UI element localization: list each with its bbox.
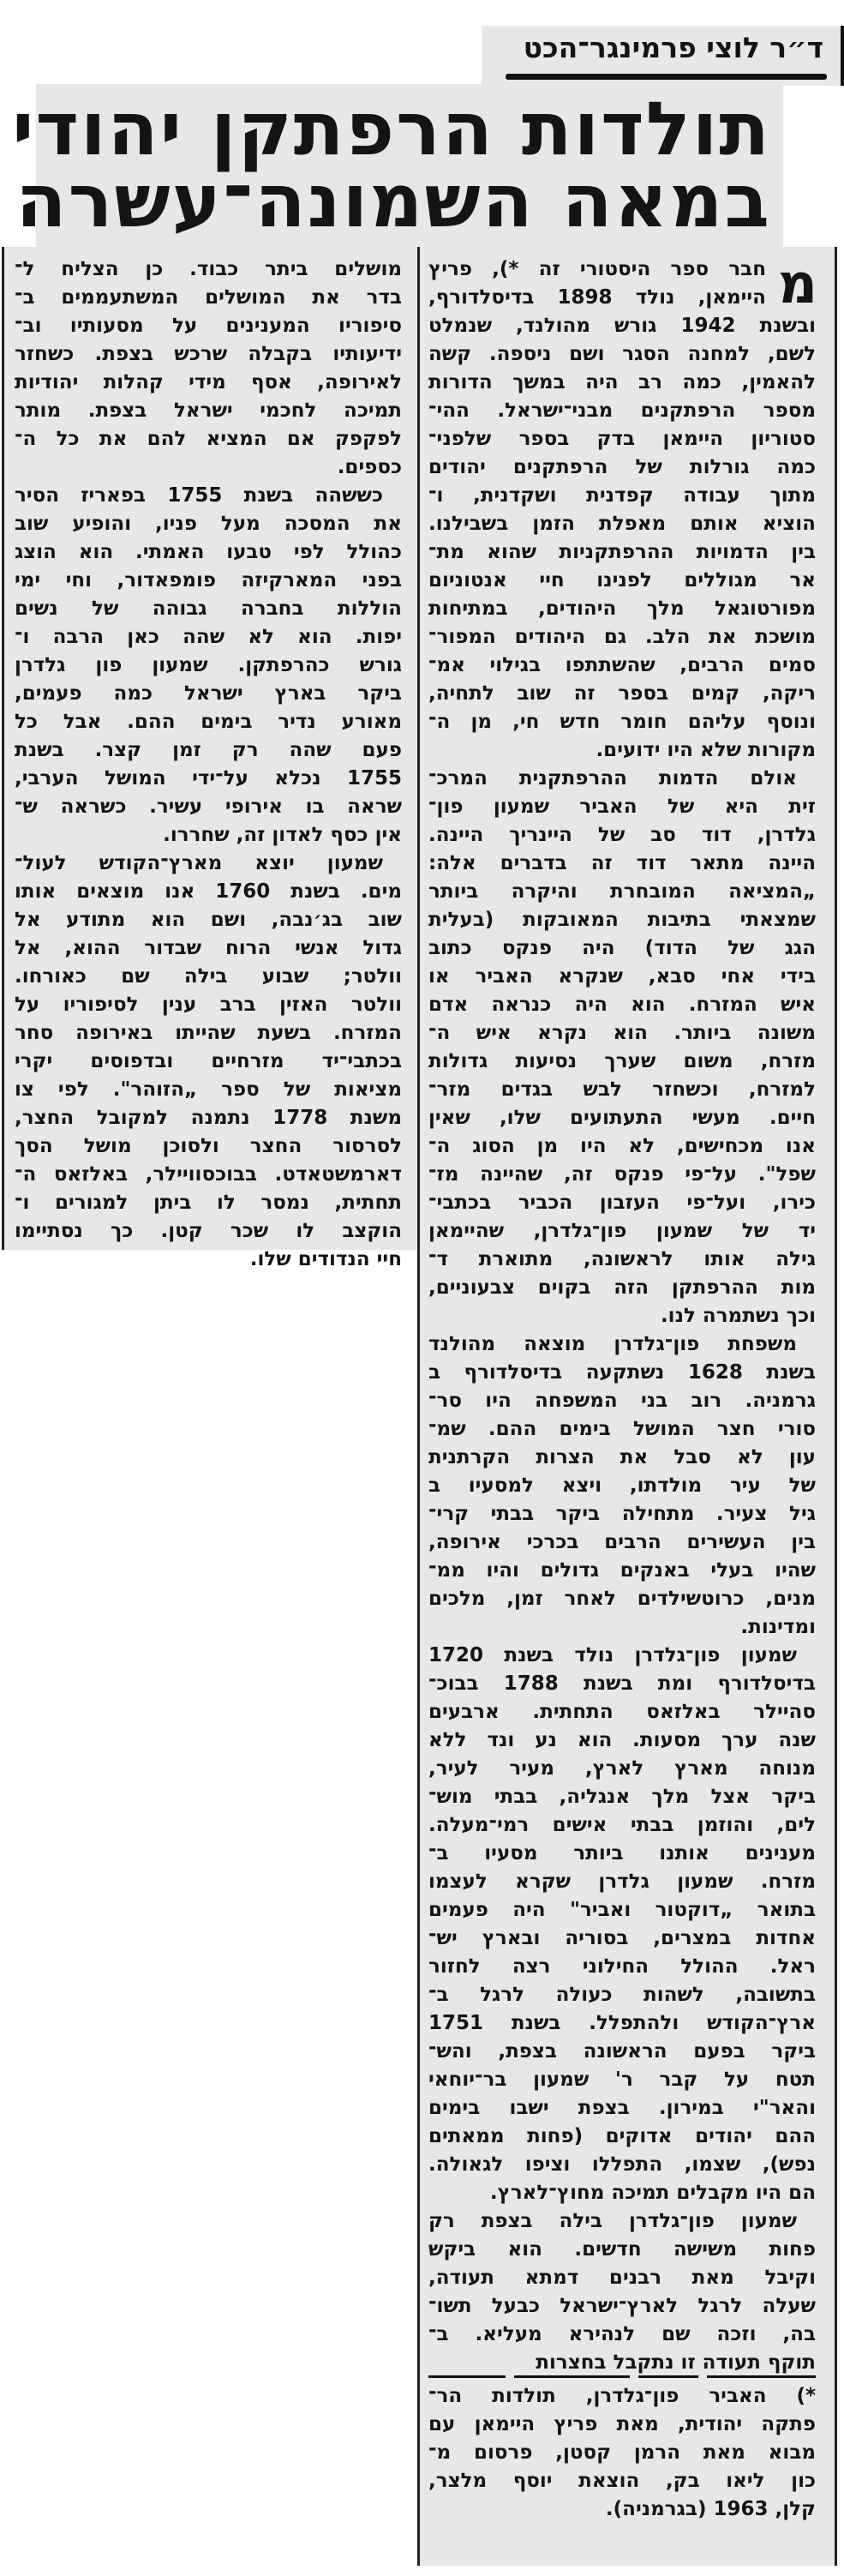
divider-segment: [638, 2375, 698, 2378]
text-line: [428, 765, 816, 793]
text-line-content: לאירופה, אסף מידי קהלות יהודיות: [15, 371, 402, 393]
text-line: [428, 1755, 816, 1783]
divider-segment: [428, 2375, 506, 2378]
text-line-content: ומדינות.: [740, 1616, 816, 1638]
text-line-content: חבר ספר היסטורי זה *), פריץ: [428, 258, 766, 280]
text-line-content: סיפוריו המענינים על מסעותיו וב־: [15, 315, 402, 337]
text-line: [428, 2009, 816, 2038]
paragraph: [428, 1642, 816, 2207]
text-line: [428, 2349, 816, 2377]
text-line: [428, 1387, 816, 1415]
text-line-content: כמה גורלות של הרפתקנים יהודים: [428, 456, 816, 478]
text-line-content: היימאן, נולד 1898 בדיסלדורף,: [428, 286, 766, 309]
text-line-content: ונוסף עליהם חומר חדש חי, מן ה־: [428, 711, 816, 733]
text-line: [15, 1217, 402, 1246]
text-line: [428, 1500, 816, 1528]
text-line-content: כירו, ועל־פי העזבון הכביר בכתבי־: [428, 1192, 816, 1214]
text-line-content: תמיכה לחכמי ישראל בצפת. מותר: [15, 399, 402, 422]
text-line-content: אר מגוללים לפנינו חיי אנטוניום: [428, 569, 816, 591]
text-line-content: ההם יהודים אדוקים (פחות ממאתים: [428, 2125, 816, 2147]
drop-cap: מ: [777, 253, 817, 316]
text-line: [15, 736, 402, 765]
text-line-content: מאורע נדיר בימים ההם. אבל כל: [15, 711, 402, 733]
footnote: [428, 2382, 816, 2524]
text-line: [15, 963, 402, 991]
text-line-content: אולם הדמות ההרפתקנית המרכ־: [428, 767, 797, 790]
text-line: [428, 1896, 816, 1924]
text-line: [15, 453, 402, 482]
text-line: [428, 1528, 816, 1557]
text-line: [428, 369, 816, 397]
text-line-content: פחות משישה חדשים. הוא ביקש: [428, 2238, 816, 2261]
text-line-content: תוקף תעודה זו נתקבל בחצרות: [536, 2351, 816, 2374]
text-line: [15, 765, 402, 793]
divider-segment: [514, 2375, 630, 2378]
text-line-content: תחתית, נמסר לו ביתן למגורים ו־: [15, 1192, 402, 1214]
text-line: [428, 1048, 816, 1076]
text-line-content: שמצאתי בתיבות המאובקות (בעלית: [428, 909, 816, 931]
text-line-content: משפחת פון־גלדרן מוצאה מהולנד: [428, 1333, 797, 1355]
text-line-content: גרמניה. רוב בני המשפחה היו סר־: [428, 1390, 816, 1412]
text-line: [428, 1019, 816, 1048]
text-line: [15, 906, 402, 934]
text-line-content: היינה מתאר דוד זה בדברים אלה:: [428, 852, 816, 874]
text-line-content: ביקר אצל מלך אנגליה, בבתי מוש־: [428, 1786, 816, 1808]
author-underline: [506, 74, 827, 80]
text-line-content: לסרסור החצר ולסוכן מושל הסך: [15, 1135, 402, 1157]
text-line-content: של עיר מולדתו, ויצא למסעיו ב: [428, 1474, 816, 1497]
text-line: [428, 821, 816, 850]
text-line: [428, 1670, 816, 1698]
text-line: [15, 821, 402, 850]
text-line: [15, 425, 402, 453]
text-line-content: את המסכה מעל פניו, והופיע שוב: [15, 513, 402, 535]
text-line-content: כספים.: [337, 456, 402, 478]
text-line: [428, 255, 816, 284]
text-line-content: זית היא של האביר שמעון פון־: [428, 796, 816, 818]
text-line: [15, 482, 402, 510]
text-line: [428, 425, 816, 453]
text-line-content: מתוך עבודה קפדנית ושקדנית, ו־: [428, 484, 816, 507]
text-line-content: מים. בשנת 1760 אנו מוצאים אותו: [15, 880, 402, 903]
text-line-content: בתואר „דוקטור ואביר" היה פעמים: [428, 1899, 816, 1921]
text-line-content: הוללות בחברה גבוהה של נשים: [15, 597, 402, 620]
text-line: [428, 1076, 816, 1104]
paragraph: [428, 255, 816, 765]
text-line-content: יפות. הוא לא שהה כאן הרבה ו־: [15, 626, 402, 648]
text-line: [15, 595, 402, 623]
article-column-right: [417, 247, 837, 2566]
text-line-content: אנו מכחישים, לא היו מן הסוג ה־: [428, 1135, 816, 1157]
text-line-content: עון לא סבל את הצרות הקרתנית: [428, 1446, 816, 1468]
text-line-content: הם היו מקבלים תמיכה מחוץ־לארץ.: [489, 2182, 816, 2204]
text-line-content: בכתבי־יד מזרחיים ובדפוסים יקרי: [15, 1050, 402, 1072]
text-line: [15, 1161, 402, 1189]
text-line: [428, 1585, 816, 1613]
text-line: [428, 453, 816, 482]
text-line: [428, 2066, 816, 2094]
text-line: [15, 850, 402, 878]
text-line-content: וקיבל מאת רבנים דמתא תעודה,: [428, 2267, 816, 2289]
text-line-content: בשנת 1628 נשתקעה בדיסלדורף ב: [428, 1361, 816, 1384]
text-line: [428, 934, 816, 963]
text-line-content: יד של שמעון פון־גלדרן, שהיימאן: [428, 1220, 816, 1242]
text-line: [15, 1132, 402, 1161]
text-line-content: מנים, כרוטשילדים לאחר זמן, מלכים: [428, 1588, 816, 1610]
text-line-content: מושלים ביתר כבוד. כן הצליח ל־: [15, 258, 402, 280]
text-line: [428, 1726, 816, 1755]
text-line-content: המזרח. בשעת שהייתו באירופה סחר: [15, 1022, 402, 1044]
text-line: [428, 1868, 816, 1896]
text-line-content: הוציא אותם מאפלת הזמן בשבילנו.: [428, 513, 816, 535]
column-text: [428, 255, 816, 2524]
footnote-line: [428, 2495, 816, 2524]
text-line-content: מושכת את הלב. גם היהודים המפור־: [428, 626, 816, 648]
text-line: [428, 1132, 816, 1161]
text-line: [428, 312, 816, 340]
text-line-content: בין הדמויות ההרפתקניות שהוא מת־: [428, 541, 816, 563]
text-line-content: פעם שהה רק זמן קצר. בשנת: [15, 739, 402, 761]
text-line: [428, 906, 816, 934]
text-line-content: ביקר בארץ ישראל כמה פעמים,: [15, 682, 402, 705]
footnote-line: [428, 2382, 816, 2411]
text-line-content: דארמשטאדט. בבוכסוויילר, באלזאס ה־: [15, 1163, 402, 1186]
text-line-content: ידיעותיו בקבלה שרכש בצפת. כשחזר: [15, 343, 402, 365]
text-line-content: אחדות במצרים, בסוריה ובארץ יש־: [428, 1927, 816, 1949]
text-line: [15, 340, 402, 369]
text-line: [428, 397, 816, 425]
text-line: [15, 1076, 402, 1104]
text-line: [428, 1217, 816, 1246]
text-line: [428, 2123, 816, 2151]
text-line: [428, 1642, 816, 1670]
text-line-content: מקורות שלא היו ידועים.: [596, 739, 816, 761]
text-line: [15, 708, 402, 736]
text-line-content: בין העשירים הרבים בכרכי אירופה,: [428, 1531, 816, 1553]
text-line: [15, 397, 402, 425]
text-line-content: שמעון פון־גלדרן נולד בשנת 1720: [428, 1644, 797, 1666]
text-line: [428, 1924, 816, 1953]
text-line: [15, 1019, 402, 1048]
text-line-content: חיים. מעשי התעתועים שלו, שאין: [428, 1107, 816, 1129]
text-line: [428, 1189, 816, 1217]
article-column-left: [2, 247, 417, 1270]
text-line-content: וכך נשתמרה לנו.: [660, 1305, 816, 1327]
text-line-content: מציאות של ספר „הזוהר". לפי צו: [15, 1078, 402, 1101]
text-line-content: גיל צעיר. מתחילה ביקר בבתי קרי־: [428, 1503, 816, 1525]
text-line: [428, 2321, 816, 2349]
text-line: [428, 2207, 816, 2236]
text-line-content: מנוחה מארץ לארץ, מעיר לעיר,: [428, 1757, 816, 1780]
text-line-content: בתשובה, לשהות כעולה לרגל ב־: [428, 1984, 816, 2006]
footnote-divider: [428, 2377, 816, 2382]
headline-line-2: במאה השמונה־עשרה: [15, 159, 771, 244]
footnote-line-content: קלן, 1963 (בגרמניה).: [605, 2498, 816, 2520]
text-line-content: גורש כהרפתקן. שמעון פון גלדרן: [15, 654, 402, 676]
text-line-content: תטח על קבר ר' שמעון בר־יוחאי: [428, 2069, 816, 2091]
text-line-content: כהולל לפי טבעו האמתי. הוא הוצג: [15, 541, 402, 563]
text-line-content: ארץ־הקודש ולהתפלל. בשנת 1751: [428, 2012, 816, 2034]
text-line: [428, 2038, 816, 2066]
text-line-content: שוב בג׳נבה, ושם הוא מתודע אל: [15, 909, 402, 931]
author-byline-box: [482, 26, 844, 86]
text-line: [15, 567, 402, 595]
text-line: [428, 1104, 816, 1132]
text-line-content: לשם, למחנה הסגר ושם ניספה. קשה: [428, 343, 816, 365]
text-line: [15, 793, 402, 821]
text-line: [428, 1444, 816, 1472]
text-line-content: כששהה בשנת 1755 בפאריז הסיר: [15, 484, 383, 507]
text-line: [428, 340, 816, 369]
paragraph: [428, 1330, 816, 1642]
text-line-content: הוקצב לו שכר קטן. כך נסתיימו: [15, 1220, 402, 1242]
text-line-content: בדיסלדורף ומת בשנת 1788 בבוכ־: [428, 1672, 816, 1695]
text-line-content: למזרח, וכשחזר לבש בגדים מזר־: [428, 1078, 816, 1101]
text-line-content: משונה ביותר. הוא נקרא איש ה־: [428, 1022, 816, 1044]
text-line-content: סהיילר באלזאס התחתית. ארבעים: [428, 1701, 816, 1723]
paragraph: [15, 255, 402, 482]
footnote-line-content: מבוא מאת הרמן קסטן, פרסום מ־: [428, 2441, 816, 2464]
text-line-content: וולטר האזין ברב ענין לסיפוריו על: [15, 994, 402, 1016]
text-line: [15, 934, 402, 963]
text-line: [428, 2236, 816, 2264]
text-line: [428, 850, 816, 878]
headline-box: [12, 84, 783, 247]
text-line: [428, 1415, 816, 1444]
text-line-content: מפורטוגאל מלך היהודים, במתיחות: [428, 597, 816, 620]
text-line-content: גדול אנשי הרוח שבדור ההוא, אל: [15, 937, 402, 959]
paragraph: [15, 850, 402, 1274]
footnote-line: [428, 2467, 816, 2495]
text-line-content: חיי הנדודים שלו.: [249, 1248, 402, 1270]
text-line: [428, 652, 816, 680]
text-line: [428, 1246, 816, 1274]
text-line: [428, 595, 816, 623]
text-line: [15, 312, 402, 340]
text-line-content: בידי אחי סבא, שנקרא האביר או: [428, 965, 816, 988]
text-line-content: אין כסף לאדון זה, שחררו.: [163, 824, 402, 846]
text-line-content: בפני המארקיזה פומפאדור, וחי ימי: [15, 569, 402, 591]
text-line: [428, 1557, 816, 1585]
text-line: [428, 963, 816, 991]
paragraph: [15, 482, 402, 850]
text-line: [428, 878, 816, 906]
text-line: [428, 793, 816, 821]
text-line: [428, 680, 816, 708]
footnote-line: [428, 2411, 816, 2439]
text-line: [15, 680, 402, 708]
text-line: [428, 1302, 816, 1330]
author-name: ד״ר לוצי פרמינגר־הכט: [523, 31, 823, 64]
text-line-content: וולטר; שבוע בילה שם כאורחו.: [15, 965, 402, 988]
text-line-content: שמעון פון־גלדרן בילה בצפת רק: [428, 2210, 797, 2232]
text-line-content: נפש), שצמו, התפללו וציפו לגאולה.: [428, 2153, 816, 2176]
text-line: [15, 369, 402, 397]
text-line: [428, 1472, 816, 1500]
text-line: [15, 623, 402, 652]
divider-segment: [707, 2375, 816, 2378]
text-line-content: מזרח. שמעון גלדרן שקרא לעצמו: [428, 1870, 816, 1893]
text-line: [428, 708, 816, 736]
text-line: [428, 1698, 816, 1726]
text-line-content: בדר את המושלים המשתעממים ב־: [15, 286, 402, 309]
text-line: [15, 878, 402, 906]
text-line-content: ריקה, קמים בספר זה שוב לתחיה,: [428, 682, 816, 705]
text-line: [15, 652, 402, 680]
text-line: [15, 1104, 402, 1132]
text-line-content: מות ההרפתקן הזה בקוים צבעוניים,: [428, 1276, 816, 1299]
paragraph: [428, 2207, 816, 2377]
text-line: [15, 255, 402, 284]
text-line: [428, 538, 816, 567]
text-line: [428, 284, 816, 312]
text-line-content: סמים הרבים, שהשתתפו בגילוי אמ־: [428, 654, 816, 676]
footnote-line-content: פתקה יהודית, מאת פריץ היימאן עם: [428, 2413, 816, 2435]
text-line: [428, 623, 816, 652]
text-line: [428, 2151, 816, 2179]
text-line-content: שראה בו אירופי עשיר. כשראה ש־: [15, 796, 402, 818]
text-line-content: משנת 1778 נתמנה למקובל החצר,: [15, 1107, 402, 1129]
text-line: [428, 2094, 816, 2123]
text-line: [15, 1189, 402, 1217]
text-line: [428, 567, 816, 595]
text-line-content: ובשנת 1942 גורש מהולנד, שנמלט: [428, 315, 816, 337]
text-line: [428, 1613, 816, 1642]
text-line-content: לים, והוזמן בבתי אישים רמי־מעלה.: [428, 1814, 816, 1836]
text-line: [428, 991, 816, 1019]
text-line-content: שנה ערך מסעות. הוא נע ונד ללא: [428, 1729, 816, 1751]
text-line: [428, 2179, 816, 2207]
text-line-content: ביקר בפעם הראשונה בצפת, והש־: [428, 2040, 816, 2063]
text-line: [428, 1981, 816, 2009]
text-line: [15, 1048, 402, 1076]
text-line: [15, 284, 402, 312]
text-line: [428, 736, 816, 765]
text-line-content: שהיו בעלי באנקים גדולים והיו ממ־: [428, 1559, 816, 1582]
text-line-content: סטוריון היימאן בדק בספר שלפני־: [428, 428, 816, 450]
text-line: [428, 482, 816, 510]
text-line: [428, 1811, 816, 1840]
text-line: [15, 538, 402, 567]
text-line: [428, 2292, 816, 2321]
text-line-content: ראל. ההולל החילוני רצה לחזור: [428, 1955, 816, 1978]
footnote-line-content: כון ליאו בק, הוצאת יוסף מלצר,: [428, 2470, 816, 2492]
text-line: [428, 510, 816, 538]
text-line-content: והאר"י במירון. בצפת ישבו בימים: [428, 2097, 816, 2119]
text-line: [428, 1953, 816, 1981]
text-line-content: מזרח, משום שערך נסיעות גדולות: [428, 1050, 816, 1072]
text-line: [428, 1359, 816, 1387]
column-text: [15, 255, 402, 1274]
text-line: [428, 2264, 816, 2292]
text-line-content: 1755 נכלא על־ידי המושל הערבי,: [15, 767, 402, 790]
text-line-content: בה, וזכה שם לנהירא מעליא. ב־: [428, 2323, 816, 2345]
paragraph: [428, 765, 816, 1330]
text-line-content: גילה אותו לראשונה, מתוארת ד־: [428, 1248, 816, 1270]
text-line-content: לפקפק אם המציא להם את כל ה־: [15, 428, 402, 450]
footnote-line-content: *) האביר פון־גלדרן, תולדות הר־: [428, 2385, 816, 2407]
text-line: [428, 1330, 816, 1359]
text-line-content: שעלה לרגל לארץ־ישראל כבעל תשו־: [428, 2295, 816, 2317]
text-line-content: להאמין, כמה רב היה במשך הדורות: [428, 371, 816, 393]
text-line-content: שפל". על־פי פנקס זה, שהיינה מז־: [428, 1163, 816, 1186]
text-line-content: סורי חצר המושל בימים ההם. שמ־: [428, 1418, 816, 1440]
text-line-content: „המציאה המובחרת והיקרה ביותר: [428, 880, 816, 903]
headline-line-1: תולדות הרפתקן יהודי: [12, 87, 771, 172]
text-line: [428, 1783, 816, 1811]
text-line: [15, 510, 402, 538]
text-line-content: איש המזרח. הוא היה כנראה אדם: [428, 994, 816, 1016]
text-line-content: גלדרן, דוד סב של היינריך היינה.: [428, 824, 816, 846]
text-line: [428, 1274, 816, 1302]
text-line-content: שמעון יוצא מארץ־הקודש לעול־: [15, 852, 383, 874]
text-line-content: הגג של הדוד) היה פנקס כתוב: [428, 937, 816, 959]
text-line: [428, 1840, 816, 1868]
text-line-content: מספר הרפתקנים מבני־ישראל. ההי־: [428, 399, 816, 422]
text-line: [15, 991, 402, 1019]
text-line-content: מענינים אותנו ביותר מסעיו ב־: [428, 1842, 816, 1864]
text-line: [15, 1246, 402, 1274]
footnote-line: [428, 2439, 816, 2467]
text-line: [428, 1161, 816, 1189]
